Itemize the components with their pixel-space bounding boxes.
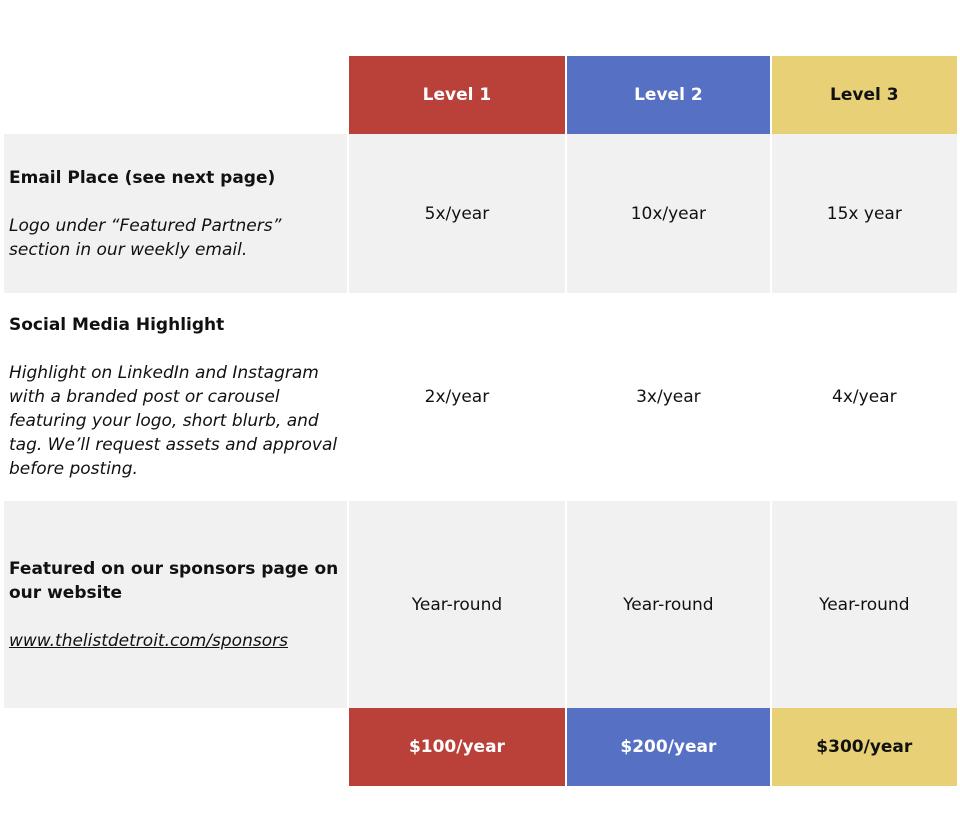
feature-cell-social-media — [4, 293, 348, 501]
level-header-row — [4, 56, 957, 134]
level-2-value: Year-round — [566, 501, 770, 708]
feature-description: Highlight on LinkedIn and Instagram with a branded post or carousel featuring your logo, short blurb, and tag. We’ll request assets and approval before posting. — [9, 363, 338, 479]
sponsors-page-link[interactable]: www.thelistdetroit.com/sponsors — [9, 630, 288, 651]
level-3-value: 4x/year — [771, 293, 957, 501]
level-2-header: Level 2 — [566, 56, 770, 134]
table-row-social-media — [4, 293, 957, 501]
feature-title: Featured on our sponsors page on our website — [9, 558, 339, 603]
feature-cell-email-place — [4, 134, 348, 293]
price-row — [4, 708, 957, 786]
level-1-value: Year-round — [348, 501, 566, 708]
level-2-value: 10x/year — [566, 134, 770, 293]
table-row-sponsors-page — [4, 501, 957, 708]
feature-description: Logo under “Featured Partners” section in our weekly email. — [9, 215, 282, 260]
level-3-value: Year-round — [771, 501, 957, 708]
level-1-value: 2x/year — [348, 293, 566, 501]
level-2-price: $200/year — [566, 708, 770, 786]
level-2-value: 3x/year — [566, 293, 770, 501]
feature-cell-sponsors-page — [4, 501, 348, 708]
level-3-header: Level 3 — [771, 56, 957, 134]
feature-title: Email Place (see next page) — [9, 167, 276, 188]
level-3-price: $300/year — [771, 708, 957, 786]
feature-title: Social Media Highlight — [9, 315, 225, 335]
sponsorship-levels-table — [4, 56, 957, 786]
header-blank-cell — [4, 56, 348, 134]
price-blank-cell — [4, 708, 348, 786]
level-1-header: Level 1 — [348, 56, 566, 134]
level-3-value: 15x year — [771, 134, 957, 293]
level-1-value: 5x/year — [348, 134, 566, 293]
level-1-price: $100/year — [348, 708, 566, 786]
table-row-email-place — [4, 134, 957, 293]
